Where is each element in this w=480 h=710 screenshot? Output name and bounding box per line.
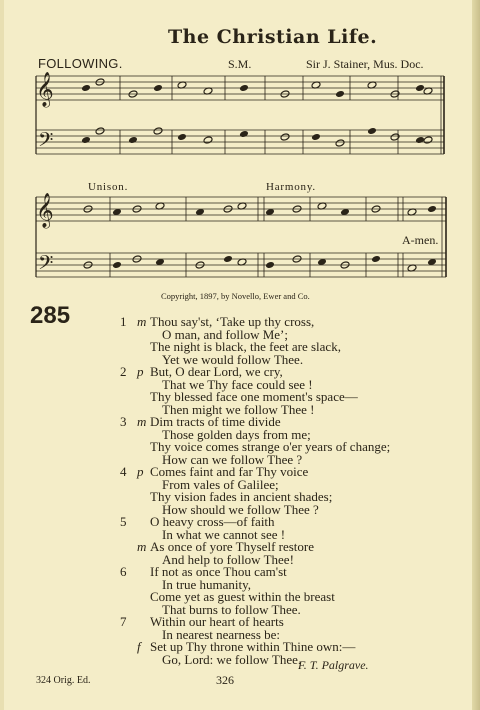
harmony-label: Harmony.	[266, 181, 316, 193]
verse-line: O heavy cross—of faith	[150, 514, 275, 529]
note-head	[371, 255, 381, 263]
verse-line: From vales of Galilee;	[162, 476, 279, 492]
verse-line: How should we follow Thee ?	[162, 501, 319, 517]
hymn-meter: S.M.	[228, 57, 252, 71]
dynamic-marking: m	[137, 414, 147, 429]
verse-line: Thy blessed face one moment's space—	[150, 389, 358, 405]
verse-line: But, O dear Lord, we cry,	[150, 364, 283, 379]
verse-line: Come yet as guest within the breast	[150, 589, 335, 605]
verse-line: In true humanity,	[162, 576, 252, 592]
hymn-number: 285	[30, 302, 71, 329]
verse-number: 4	[120, 464, 127, 479]
verse-line: Set up Thy throne within Thine own:—	[150, 639, 356, 655]
note-head	[239, 130, 249, 138]
note-head	[95, 127, 105, 135]
unison-label: Unison.	[88, 181, 129, 193]
note-head	[423, 136, 433, 144]
note-head	[390, 133, 400, 141]
note-head	[81, 136, 91, 144]
verse-line: How can we follow Thee ?	[162, 451, 303, 467]
verse-line: Then might we follow Thee !	[162, 401, 315, 417]
verse-line: Thou say'st, ‘Take up thy cross,	[150, 314, 315, 329]
clef-icon: 𝄞	[36, 193, 54, 228]
music-score	[0, 0, 480, 300]
verse-line: In nearest nearness be:	[162, 626, 281, 642]
note-head	[265, 261, 275, 269]
amen-text: A-men.	[402, 233, 439, 247]
note-head	[427, 205, 437, 213]
dynamic-marking: p	[137, 364, 144, 379]
verse-line: The night is black, the feet are slack,	[150, 339, 341, 355]
dynamic-marking: f	[137, 639, 141, 655]
dynamic-marking: p	[137, 464, 144, 479]
verse-number: 6	[120, 564, 127, 579]
verse-line: O man, and follow Me’;	[162, 326, 289, 342]
dynamic-marking: m	[137, 539, 147, 555]
note-head	[153, 84, 163, 92]
tune-name: FOLLOWING.	[38, 56, 123, 71]
clef-icon: 𝄢	[38, 251, 54, 279]
verse-line: Within our heart of hearts	[150, 614, 284, 629]
verse-line: In what we cannot see !	[162, 526, 286, 542]
note-head	[112, 261, 122, 269]
note-head	[311, 133, 321, 141]
verse-line: If not as once Thou cam'st	[150, 564, 287, 579]
verse-line: Dim tracts of time divide	[150, 414, 281, 429]
verse-line: Those golden days from me;	[162, 426, 311, 442]
edition-reference: 324 Orig. Ed.	[36, 675, 91, 686]
verse-line: Thy voice comes strange o'er years of change;	[150, 439, 391, 455]
verse-line: And help to follow Thee!	[162, 551, 294, 567]
verse-number: 3	[120, 414, 127, 429]
verse-line: Go, Lord: we follow Thee.	[162, 651, 302, 667]
note-head	[280, 133, 290, 141]
verse-line: Comes faint and far Thy voice	[150, 464, 309, 479]
note-head	[153, 127, 163, 135]
page-number: 326	[216, 673, 234, 687]
verse-line: Yet we would follow Thee.	[162, 351, 304, 367]
composer-credit: Sir J. Stainer, Mus. Doc.	[306, 57, 424, 71]
note-head	[367, 127, 377, 135]
section-title: The Christian Life.	[168, 26, 378, 48]
author-credit: F. T. Palgrave.	[298, 658, 369, 672]
verse-number: 7	[120, 614, 127, 629]
note-head	[335, 90, 345, 98]
verse-line: Thy vision fades in ancient shades;	[150, 489, 333, 505]
copyright-notice: Copyright, 1897, by Novello, Ewer and Co.	[161, 291, 310, 301]
verse-line: That we Thy face could see !	[162, 376, 313, 392]
note-head	[223, 255, 233, 263]
clef-icon: 𝄞	[36, 72, 54, 107]
verse-line: That burns to follow Thee.	[162, 601, 301, 617]
note-head	[239, 84, 249, 92]
note-head	[81, 84, 91, 92]
note-head	[177, 133, 187, 141]
dynamic-marking: m	[137, 314, 147, 329]
note-head	[335, 139, 345, 147]
verse-number: 2	[120, 364, 127, 379]
note-head	[203, 136, 213, 144]
clef-icon: 𝄢	[38, 128, 54, 156]
note-head	[128, 136, 138, 144]
verse-number: 5	[120, 514, 127, 529]
verse-number: 1	[120, 314, 127, 329]
verse-line: As once of yore Thyself restore	[150, 539, 315, 555]
